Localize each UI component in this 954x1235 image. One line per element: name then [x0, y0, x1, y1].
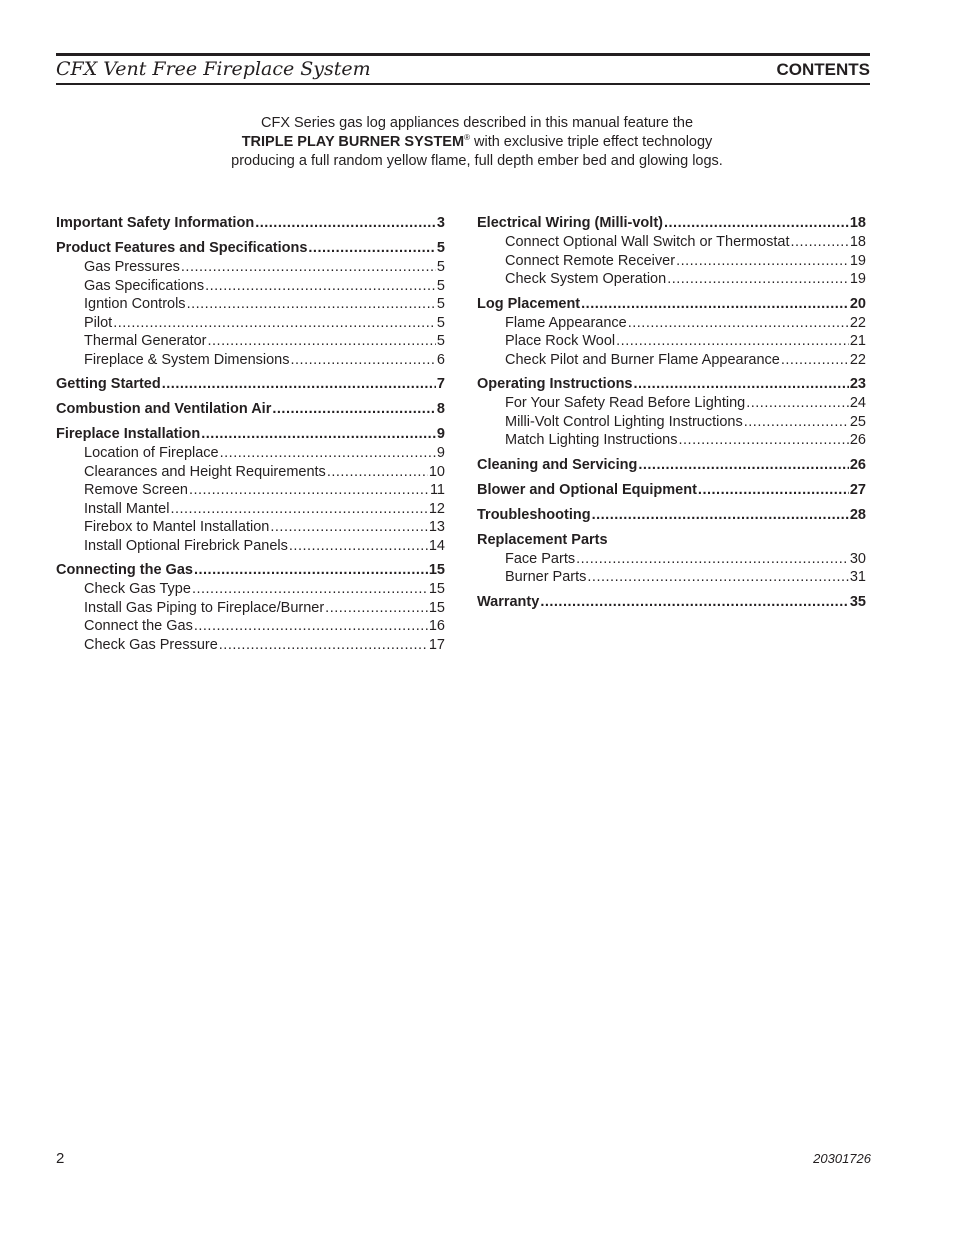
toc-major-entry[interactable]	[477, 530, 866, 550]
dot-leader	[208, 332, 436, 351]
toc-sub-entry[interactable]	[56, 636, 445, 655]
dot-leader	[581, 294, 849, 314]
toc-major-entry[interactable]	[477, 294, 866, 314]
dot-leader	[289, 537, 428, 556]
toc-sub-entry[interactable]	[477, 270, 866, 289]
toc-major-entry[interactable]	[477, 213, 866, 233]
toc-entry-page: 5	[436, 314, 445, 331]
toc-entry-title: Combustion and Ventilation Air	[56, 401, 272, 417]
toc-entry-title: Flame Appearance	[505, 314, 627, 331]
toc-major-entry[interactable]	[477, 505, 866, 525]
dot-leader	[587, 568, 848, 587]
toc-entry-page: 5	[436, 333, 445, 349]
dot-leader	[194, 617, 428, 636]
dot-leader	[205, 277, 436, 296]
toc-section	[56, 560, 445, 654]
toc-sub-entry[interactable]	[56, 500, 445, 519]
toc-entry-title: Blower and Optional Equipment	[477, 481, 697, 498]
dot-leader	[220, 444, 436, 463]
toc-sub-entry[interactable]	[56, 277, 445, 296]
toc-entry-page: 22	[849, 314, 866, 331]
toc-entry-title: Cleaning and Servicing	[477, 456, 638, 473]
toc-sub-entry[interactable]	[56, 617, 445, 636]
toc-entry-title: Product Features and Specifications	[56, 240, 308, 256]
toc-section	[477, 213, 866, 289]
toc-entry-title: Connecting the Gas	[56, 562, 193, 578]
toc-entry-title: Troubleshooting	[477, 506, 591, 523]
dot-leader	[667, 270, 849, 289]
toc-entry-title: Electrical Wiring (Milli-volt)	[477, 215, 663, 231]
toc-section	[477, 505, 866, 525]
toc-section	[56, 399, 445, 419]
toc-sub-entry[interactable]	[477, 233, 866, 252]
dot-leader	[664, 213, 849, 233]
toc-entry-page: 24	[849, 395, 866, 411]
toc-sub-entry[interactable]	[56, 295, 445, 314]
dot-leader	[194, 560, 428, 580]
toc-section	[56, 424, 445, 555]
toc-entry-page: 15	[428, 581, 445, 597]
toc-section	[477, 374, 866, 450]
toc-major-entry[interactable]	[56, 424, 445, 444]
registered-mark: ®	[464, 133, 470, 143]
toc-entry-title: Fireplace Installation	[56, 426, 201, 442]
toc-entry-page: 19	[849, 252, 866, 269]
dot-leader	[255, 213, 436, 233]
dot-leader	[291, 351, 436, 370]
dot-leader	[592, 505, 849, 525]
toc-entry-page: 3	[436, 215, 445, 231]
toc-major-entry[interactable]	[56, 560, 445, 580]
toc-entry-page: 11	[429, 482, 445, 498]
toc-major-entry[interactable]	[477, 592, 866, 612]
toc-right-column	[477, 213, 866, 617]
toc-sub-entry[interactable]	[56, 537, 445, 556]
toc-entry-title: Fireplace & System Dimensions	[84, 351, 290, 368]
toc-entry-page: 18	[849, 234, 866, 250]
toc-sub-entry[interactable]	[56, 332, 445, 351]
dot-leader	[189, 481, 429, 500]
toc-entry-title: Firebox to Mantel Installation	[84, 519, 270, 535]
toc-entry-page: 31	[849, 569, 866, 585]
dot-leader	[746, 394, 849, 413]
toc-sub-entry[interactable]	[477, 351, 866, 370]
toc-entry-page: 35	[849, 593, 866, 610]
toc-sub-entry[interactable]	[56, 258, 445, 277]
toc-entry-title: Burner Parts	[505, 569, 587, 585]
toc-sub-entry[interactable]	[56, 481, 445, 500]
dot-leader	[676, 252, 849, 271]
toc-entry-page: 5	[436, 296, 445, 312]
dot-leader	[698, 480, 849, 500]
toc-entry-page: 13	[428, 519, 445, 535]
toc-entry-title: Connect Remote Receiver	[505, 252, 676, 269]
toc-entry-page: 8	[436, 401, 445, 417]
toc-sub-entry[interactable]	[477, 332, 866, 351]
toc-entry-title: Connect Optional Wall Switch or Thermostat	[505, 234, 790, 250]
document-title: CFX Vent Free Fireplace System	[56, 58, 371, 80]
dot-leader	[628, 314, 849, 333]
toc-section	[477, 294, 866, 370]
toc-entry-title: Check System Operation	[505, 271, 667, 287]
toc-entry-page: 14	[428, 537, 445, 554]
toc-entry-title: Install Optional Firebrick Panels	[84, 537, 288, 554]
document-number: 20301726	[813, 1151, 871, 1166]
toc-sub-entry[interactable]	[477, 413, 866, 432]
dot-leader	[181, 258, 436, 277]
toc-entry-page: 12	[428, 500, 445, 517]
toc-entry-title: Milli-Volt Control Lighting Instructions	[505, 413, 743, 430]
toc-entry-title: Igntion Controls	[84, 296, 186, 312]
dot-leader	[325, 599, 428, 618]
toc-entry-title: Replacement Parts	[477, 531, 608, 548]
toc-left-column	[56, 213, 445, 659]
toc-entry-title: Check Pilot and Burner Flame Appearance	[505, 351, 780, 368]
toc-sub-entry[interactable]	[477, 550, 866, 569]
toc-entry-title: Important Safety Information	[56, 215, 255, 231]
header-bottom-rule	[56, 83, 870, 85]
dot-leader	[187, 295, 436, 314]
toc-entry-title: Match Lighting Instructions	[505, 432, 678, 448]
toc-sub-entry[interactable]	[477, 568, 866, 587]
toc-sub-entry[interactable]	[56, 518, 445, 537]
toc-entry-page: 9	[436, 426, 445, 442]
toc-entry-page: 21	[849, 333, 866, 349]
toc-major-entry[interactable]	[56, 374, 445, 394]
toc-major-entry[interactable]	[477, 455, 866, 475]
toc-entry-title: For Your Safety Read Before Lighting	[505, 395, 746, 411]
toc-entry-title: Remove Screen	[84, 482, 188, 498]
toc-section	[56, 238, 445, 369]
toc-sub-entry[interactable]	[56, 580, 445, 599]
toc-section	[477, 480, 866, 500]
toc-major-entry[interactable]	[56, 399, 445, 419]
toc-sub-entry[interactable]	[56, 444, 445, 463]
dot-leader	[170, 500, 427, 519]
toc-section	[477, 592, 866, 612]
toc-major-entry[interactable]	[477, 480, 866, 500]
toc-entry-title: Log Placement	[477, 295, 581, 312]
toc-entry-page: 15	[428, 599, 445, 616]
toc-entry-page: 26	[849, 432, 866, 448]
intro-line-3: producing a full random yellow flame, full depth ember bed and glowing logs.	[231, 153, 723, 169]
toc-entry-title: Location of Fireplace	[84, 445, 219, 461]
toc-entry-title: Install Mantel	[84, 500, 170, 517]
toc-entry-page: 5	[436, 240, 445, 256]
toc-entry-title: Thermal Generator	[84, 333, 207, 349]
toc-entry-title: Place Rock Wool	[505, 333, 616, 349]
toc-major-entry[interactable]	[56, 238, 445, 258]
toc-entry-page: 23	[849, 376, 866, 392]
dot-leader	[540, 592, 849, 612]
toc-entry-page: 17	[428, 636, 445, 653]
toc-major-entry[interactable]	[477, 374, 866, 394]
dot-leader	[272, 399, 436, 419]
toc-entry-title: Getting Started	[56, 376, 161, 392]
toc-sub-entry[interactable]	[56, 351, 445, 370]
toc-entry-title: Install Gas Piping to Fireplace/Burner	[84, 599, 325, 616]
toc-section	[477, 455, 866, 475]
dot-leader	[113, 314, 436, 333]
toc-sub-entry[interactable]	[56, 599, 445, 618]
toc-entry-page: 19	[849, 271, 866, 287]
toc-section	[477, 530, 866, 587]
toc-entry-page: 15	[428, 562, 445, 578]
toc-entry-page: 5	[436, 277, 445, 294]
dot-leader	[638, 455, 849, 475]
dot-leader	[327, 463, 428, 482]
dot-leader	[576, 550, 849, 569]
toc-major-entry[interactable]	[56, 213, 445, 233]
toc-entry-title: Face Parts	[505, 550, 576, 567]
toc-entry-title: Gas Pressures	[84, 259, 180, 275]
dot-leader	[270, 518, 427, 537]
toc-entry-page: 22	[849, 351, 866, 368]
toc-entry-page: 27	[849, 481, 866, 498]
toc-entry-title: Pilot	[84, 314, 113, 331]
dot-leader	[634, 374, 849, 394]
dot-leader	[201, 424, 436, 444]
toc-entry-title: Connect the Gas	[84, 618, 193, 634]
toc-entry-page: 26	[849, 456, 866, 473]
toc-section	[56, 213, 445, 233]
toc-entry-page: 9	[436, 445, 445, 461]
dot-leader	[192, 580, 428, 599]
intro-product-name: TRIPLE PLAY BURNER SYSTEM	[241, 134, 465, 150]
toc-sub-entry[interactable]	[477, 314, 866, 333]
toc-entry-page: 25	[849, 413, 866, 430]
toc-entry-title: Check Gas Pressure	[84, 636, 218, 653]
toc-entry-title: Clearances and Height Requirements	[84, 463, 326, 480]
toc-sub-entry[interactable]	[477, 252, 866, 271]
toc-entry-page: 20	[849, 295, 866, 312]
toc-entry-page: 30	[849, 550, 866, 567]
dot-leader	[744, 413, 849, 432]
intro-line-2	[56, 133, 898, 152]
toc-entry-page: 6	[436, 351, 445, 368]
toc-entry-page: 5	[436, 259, 445, 275]
dot-leader	[781, 351, 849, 370]
toc-entry-page: 7	[436, 376, 445, 392]
dot-leader	[308, 238, 436, 258]
toc-entry-page: 28	[849, 506, 866, 523]
toc-sub-entry[interactable]	[477, 431, 866, 450]
toc-entry-title: Gas Specifications	[84, 277, 205, 294]
toc-section	[56, 374, 445, 394]
toc-entry-page: 16	[428, 618, 445, 634]
toc-sub-entry[interactable]	[477, 394, 866, 413]
intro-paragraph	[56, 114, 898, 171]
toc-sub-entry[interactable]	[56, 463, 445, 482]
dot-leader	[790, 233, 848, 252]
dot-leader	[219, 636, 428, 655]
toc-sub-entry[interactable]	[56, 314, 445, 333]
toc-entry-title: Warranty	[477, 593, 540, 610]
intro-line-1: CFX Series gas log appliances described in this manual feature the	[260, 115, 694, 131]
dot-leader	[162, 374, 436, 394]
toc-entry-title: Operating Instructions	[477, 376, 633, 392]
page-number: 2	[56, 1150, 65, 1167]
toc-entry-title: Check Gas Type	[84, 581, 191, 597]
header-top-rule	[56, 53, 870, 56]
toc-entry-page: 18	[849, 215, 866, 231]
intro-line-2-rest: with exclusive triple effect technology	[469, 134, 713, 150]
section-heading: CONTENTS	[776, 60, 870, 79]
toc-entry-page: 10	[428, 463, 445, 480]
dot-leader	[678, 431, 848, 450]
dot-leader	[616, 332, 849, 351]
